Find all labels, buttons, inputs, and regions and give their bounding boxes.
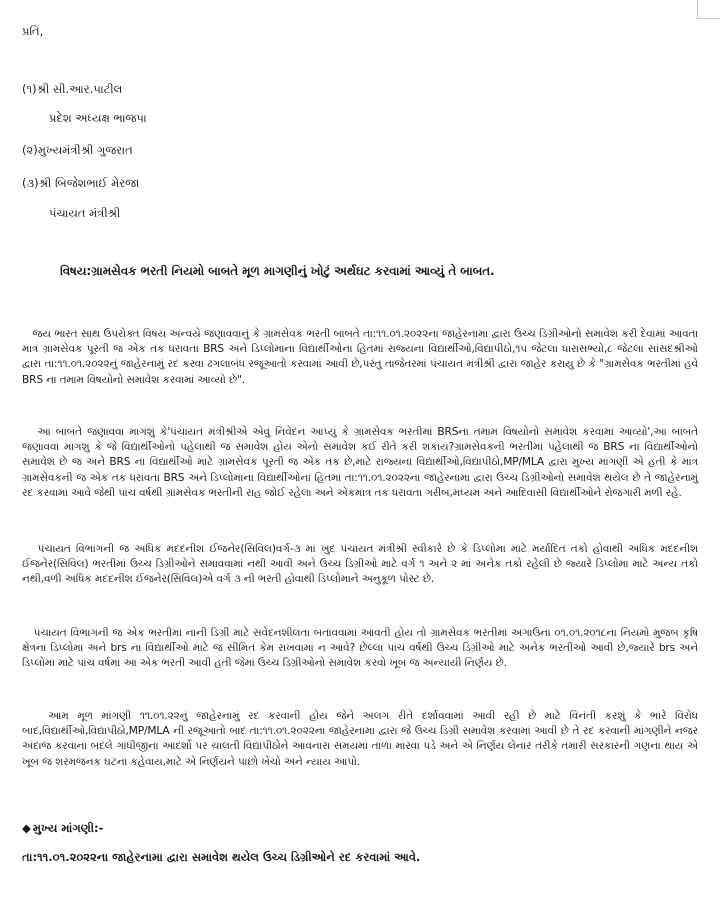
body-paragraph-3: પંચાયત વિભાગની જ અધિક મદદનીશ ઈજનેર(સિવિલ)વર્ગ-૩ માં ખુદ પંચાયત મંત્રીશ્રી સ્વીકારે છે કે ડિપ્લોમા માટે મર્યાદિત તકો હોવાથી અધિક મદદનીશ ઈજનેર(સિવિલ) ભરતીમાં ઉચ્ચ ડિગ્રીઓને સમાવવામાં નથી આવી અને ઉચ્ચ ડિગ્રીઓ માટે વર્ગ ૧ અને ૨ માં અનેક તકો રહેલી છે જ્યારે ડિપ્લોમા માટે અન્ય તકો નથી,વળી અધિક મદદનીશ ઈજનેર(સિવિલ)એ વર્ગ ૩ ની ભરતી હોવાથી ડિપ્લોમાને અનુકૂળ પોસ્ટ છે.: [22, 543, 698, 586]
main-demand-text: તા:૧૧.૦૧.૨૦૨૨ના જાહેરનામા દ્વારા સમાવેશ થયેલ ઉચ્ચ ડિગ્રીઓને રદ કરવામાં આવે.: [22, 850, 421, 864]
recipient-2-name: (૨)મુખ્યમંત્રીશ્રી ગુજરાત: [22, 143, 133, 157]
diamond-bullet-icon: ◆: [22, 821, 31, 835]
main-demand-label: મુખ્ય માંગણી:-: [32, 821, 104, 835]
recipient-3-name: (૩)શ્રી બિજેશભાઈ મેરજા: [22, 176, 140, 190]
page-corner: [697, 0, 720, 19]
subject-line: વિષય:ગ્રામસેવક ભરતી નિયમો બાબતે મૂળ માગણીનું ખોટું અર્થઘટ કરવામાં આવ્યું તે બાબત.: [60, 264, 495, 278]
recipient-1-name: (૧)શ્રી સી.આર.પાટીલ: [22, 82, 123, 96]
main-demand-heading: [22, 821, 103, 836]
recipient-3-title: પંચાયત મંત્રીશ્રી: [49, 206, 121, 220]
body-paragraph-2: આ બાબતે જણાવવા માગશું કે'પંચાયત મંત્રીશ્રીએ એવું નિવેદન આપ્યું કે ગ્રામસેવક ભરતીમાં BRSના તમામ વિષયોનો સમાવેશ કરવામાં આવ્યો',આ બાબતે જણાવવા માગશુ કે જે વિદ્યાર્થીઓનો પહેલાથી જ સમાવેશ હોય એનો સમાવેશ કઈ રીતે કરી શકાય?ગ્રામસેવકની ભરતીમાં પહેલાથી જ BRS ના વિદ્યાર્થીઓનો સમાવેશ છે જ અને BRS ના વિદ્યાર્થીઓ માટે ગ્રામસેવક પૂરતી જ એક તક છે,માટે રાજ્યના વિદ્યાર્થીઓ,વિદ્યાપીઠો,MP/MLA દ્વારા મુખ્ય માંગણી એ હતી કે માત્ર ગ્રામસેવકની જ એક તક ધરાવતા BRS અને ડિપ્લોમાના વિદ્યાર્થીઓના હિતમાં તા:૧૧.૦૧.૨૦૨૨ના જાહેરનામા દ્વારા ઉચ્ચ ડિગ્રીઓનો સમાવેશ થયેલ છે તે જાહેરનામું રદ કરવામાં આવે જેથી પાંચ વર્ષથી ગ્રામસેવક ભરતીની રાહ જોઈ રહેલા અને એકમાત્ર તક ધરાવતા ગરીબ,મધ્યમ અને આદિવાસી વિદ્યાર્થીઓને રોજગારી મળી રહે.: [22, 426, 698, 499]
body-paragraph-5: આમ મૂળ માંગણી ૧૧.૦૧.૨૨નું જાહેરનામું રદ કરવાની હોય જેને અલગ રીતે દર્શાવવામાં આવી રહી છે માટે વિનંતી કરશું કે ભારે વિરોધ બાદ,વિદ્યાર્થીઓ,વિદ્યાપીઠો,MP/MLA ની રજૂઆતો બાદ તા:૧૧.૦૧.૨૦૨૨ના જાહેરનામા દ્વારા જે ઉચ્ચ ડિગ્રી સમાવેશ કરવામાં આવી છે તે રદ કરવાની માંગણીને નજર અંદાજ કરવાના બદલે ગાંધીજીના આદર્શો પર ચાલતી વિદ્યાપીઠોને આવનારા સમયમાં તાળા મારવા પડે અને એ નિર્ણય લેનાર તરીકે તમારી સરકારની ગણના થાય એ ખૂબ જ શરમજનક ઘટના કહેવાય,માટે એ નિર્ણયને પાછો ખેંચો અને ન્યાય આપો.: [22, 710, 698, 768]
salutation-prefix: પ્રતિ,: [22, 24, 44, 38]
recipient-1-title: પ્રદેશ અધ્યક્ષ ભાજપા: [49, 111, 147, 125]
body-paragraph-1: જય ભારત સાથ ઉપરોક્ત વિષય અન્વયે જણાવવાનું કે ગ્રામસેવક ભરતી બાબતે તા:૧૧.૦૧.૨૦૨૨ના જાહેરનામા દ્વારા ઉચ્ચ ડિગ્રીઓનો સમાવેશ કરી દેવામાં આવતા માત્ર ગ્રામસેવક પૂરતી જ એક તક ધરાવતા BRS અને ડિપ્લોમાના વિદ્યાર્થીઓના હિતમાં રાજ્યના વિદ્યાર્થીઓ,વિદ્યાપીઠો,૧૫ જેટલા ધારાસભ્યો,૮ જેટલા સાંસદશ્રીઓ દ્વારા તા:૧૧.૦૧.૨૦૨૨નું જાહેરનામું રદ કરવા ઢગલાબંધ રજૂઆતો કરવામાં આવી છે,પરંતુ તાજેતરમાં પંચાયત મંત્રીશ્રી દ્વારા જાહેર કરાયુ છે કે "ગ્રામસેવક ભરતીમાં હવે BRS ના તમામ વિષયોનો સમાવેશ કરવામાં આવ્યો છે".: [22, 328, 698, 386]
body-paragraph-4: પંચાયત વિભાગની જ એક ભરતીમાં નાની ડિગ્રી માટે સંવેદનશીલતા બતાવવામાં આવતી હોય તો ગ્રામસેવક ભરતીમાં અગાઉના ૦૧.૦૧.૨૦૧૮ના નિયમો મુજબ કૃષિ ક્ષેત્રના ડિપ્લોમા અને brs ના વિદ્યાર્થીઓ માટે જ સીમિત કેમ રાખવામાં ન આવે? છેલ્લા પાંચ વર્ષથી ઉચ્ચ ડિગ્રીઓ માટે અનેક ભરતીઓ આવી છે,જ્યારે brs અને ડિપ્લોમા માટે પાંચ વર્ષમાં આ એક ભરતી આવી હતી જેમાં ઉચ્ચ ડિગ્રીઓનો સમાવેશ કરવો ખૂબ જ અન્યાયી નિર્ણય છે.: [22, 627, 698, 670]
